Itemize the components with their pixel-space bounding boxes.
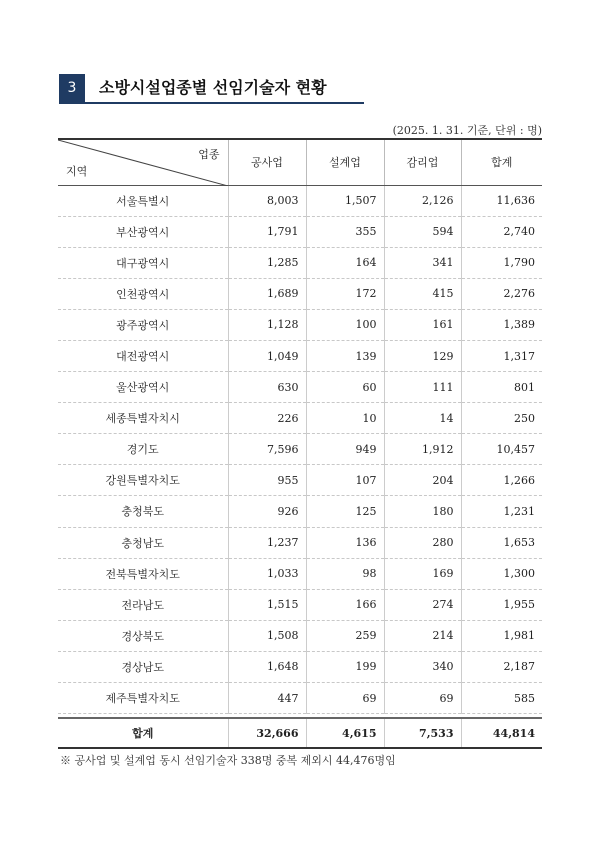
table-row <box>58 216 542 247</box>
table-row <box>58 683 542 714</box>
supervision-count: 341 <box>384 247 461 278</box>
region-name: 전라남도 <box>58 589 228 620</box>
corner-header-cell <box>58 139 228 185</box>
total-count: 1,300 <box>461 558 542 589</box>
supervision-count: 161 <box>384 309 461 340</box>
table-row <box>58 496 542 527</box>
design-count: 69 <box>306 683 384 714</box>
design-count: 355 <box>306 216 384 247</box>
total-label: 합계 <box>58 718 228 748</box>
region-name: 전북특별자치도 <box>58 558 228 589</box>
table-row <box>58 620 542 651</box>
construction-count: 1,515 <box>228 589 306 620</box>
corner-label-category: 업종 <box>198 148 220 161</box>
total-count: 1,981 <box>461 620 542 651</box>
supervision-count: 1,912 <box>384 434 461 465</box>
design-count: 60 <box>306 372 384 403</box>
region-name: 부산광역시 <box>58 216 228 247</box>
column-header-total: 합계 <box>461 139 542 185</box>
region-name: 서울특별시 <box>58 185 228 216</box>
table-row <box>58 434 542 465</box>
design-count: 136 <box>306 527 384 558</box>
table-row <box>58 651 542 682</box>
supervision-count: 274 <box>384 589 461 620</box>
construction-count: 1,648 <box>228 651 306 682</box>
supervision-count: 14 <box>384 403 461 434</box>
section-title: 소방시설업종별 선임기술자 현황 <box>99 78 327 97</box>
table-row <box>58 309 542 340</box>
total-count: 1,266 <box>461 465 542 496</box>
design-count: 139 <box>306 340 384 371</box>
design-count: 164 <box>306 247 384 278</box>
region-name: 대전광역시 <box>58 340 228 371</box>
construction-count: 1,128 <box>228 309 306 340</box>
supervision-count: 594 <box>384 216 461 247</box>
table-row <box>58 340 542 371</box>
section-heading <box>59 74 364 104</box>
construction-count: 1,508 <box>228 620 306 651</box>
section-number: 3 <box>59 74 85 102</box>
region-name: 대구광역시 <box>58 247 228 278</box>
region-name: 세종특별자치시 <box>58 403 228 434</box>
construction-count: 630 <box>228 372 306 403</box>
region-name: 충청남도 <box>58 527 228 558</box>
region-name: 인천광역시 <box>58 278 228 309</box>
column-header-supervision: 감리업 <box>384 139 461 185</box>
design-count: 199 <box>306 651 384 682</box>
construction-count: 955 <box>228 465 306 496</box>
construction-count: 8,003 <box>228 185 306 216</box>
design-count: 100 <box>306 309 384 340</box>
construction-count: 926 <box>228 496 306 527</box>
total-count: 10,457 <box>461 434 542 465</box>
table-row <box>58 558 542 589</box>
table-row <box>58 185 542 216</box>
region-name: 경기도 <box>58 434 228 465</box>
supervision-count: 69 <box>384 683 461 714</box>
construction-count: 226 <box>228 403 306 434</box>
total-count: 2,740 <box>461 216 542 247</box>
total-count: 801 <box>461 372 542 403</box>
table-row <box>58 372 542 403</box>
total-count: 1,389 <box>461 309 542 340</box>
design-count: 98 <box>306 558 384 589</box>
construction-count: 1,285 <box>228 247 306 278</box>
construction-count: 32,666 <box>228 718 306 748</box>
region-name: 제주특별자치도 <box>58 683 228 714</box>
total-count: 1,790 <box>461 247 542 278</box>
total-count: 1,653 <box>461 527 542 558</box>
region-name: 충청북도 <box>58 496 228 527</box>
design-count: 166 <box>306 589 384 620</box>
total-count: 250 <box>461 403 542 434</box>
table-date-unit-note: (2025. 1. 31. 기준, 단위 : 명) <box>392 124 542 137</box>
design-count: 1,507 <box>306 185 384 216</box>
construction-count: 1,049 <box>228 340 306 371</box>
supervision-count: 111 <box>384 372 461 403</box>
construction-count: 447 <box>228 683 306 714</box>
supervision-count: 280 <box>384 527 461 558</box>
region-name: 강원특별자치도 <box>58 465 228 496</box>
design-count: 172 <box>306 278 384 309</box>
total-count: 11,636 <box>461 185 542 216</box>
supervision-count: 169 <box>384 558 461 589</box>
table-row <box>58 465 542 496</box>
region-name: 울산광역시 <box>58 372 228 403</box>
corner-label-region: 지역 <box>66 164 88 178</box>
column-header-construction: 공사업 <box>228 139 306 185</box>
construction-count: 7,596 <box>228 434 306 465</box>
supervision-count: 129 <box>384 340 461 371</box>
total-count: 2,276 <box>461 278 542 309</box>
supervision-count: 2,126 <box>384 185 461 216</box>
total-count: 1,955 <box>461 589 542 620</box>
duplicate-exclusion-footnote: ※ 공사업 및 설계업 동시 선임기술자 338명 중복 제외시 44,476명임 <box>60 754 396 767</box>
table-row <box>58 403 542 434</box>
design-count: 4,615 <box>306 718 384 748</box>
table-row <box>58 527 542 558</box>
total-count: 1,317 <box>461 340 542 371</box>
supervision-count: 180 <box>384 496 461 527</box>
region-name: 경상남도 <box>58 651 228 682</box>
construction-count: 1,791 <box>228 216 306 247</box>
construction-count: 1,033 <box>228 558 306 589</box>
supervision-count: 340 <box>384 651 461 682</box>
construction-count: 1,689 <box>228 278 306 309</box>
design-count: 259 <box>306 620 384 651</box>
column-header-design: 설계업 <box>306 139 384 185</box>
region-name: 경상북도 <box>58 620 228 651</box>
total-count: 2,187 <box>461 651 542 682</box>
design-count: 107 <box>306 465 384 496</box>
total-row <box>58 718 542 748</box>
total-count: 44,814 <box>461 718 542 748</box>
supervision-count: 204 <box>384 465 461 496</box>
total-count: 1,231 <box>461 496 542 527</box>
table-row <box>58 589 542 620</box>
design-count: 949 <box>306 434 384 465</box>
table-row <box>58 278 542 309</box>
supervision-count: 214 <box>384 620 461 651</box>
construction-count: 1,237 <box>228 527 306 558</box>
supervision-count: 7,533 <box>384 718 461 748</box>
technician-table <box>58 138 542 749</box>
table-header-row <box>58 139 542 185</box>
region-name: 광주광역시 <box>58 309 228 340</box>
design-count: 125 <box>306 496 384 527</box>
table-row <box>58 247 542 278</box>
supervision-count: 415 <box>384 278 461 309</box>
total-count: 585 <box>461 683 542 714</box>
design-count: 10 <box>306 403 384 434</box>
